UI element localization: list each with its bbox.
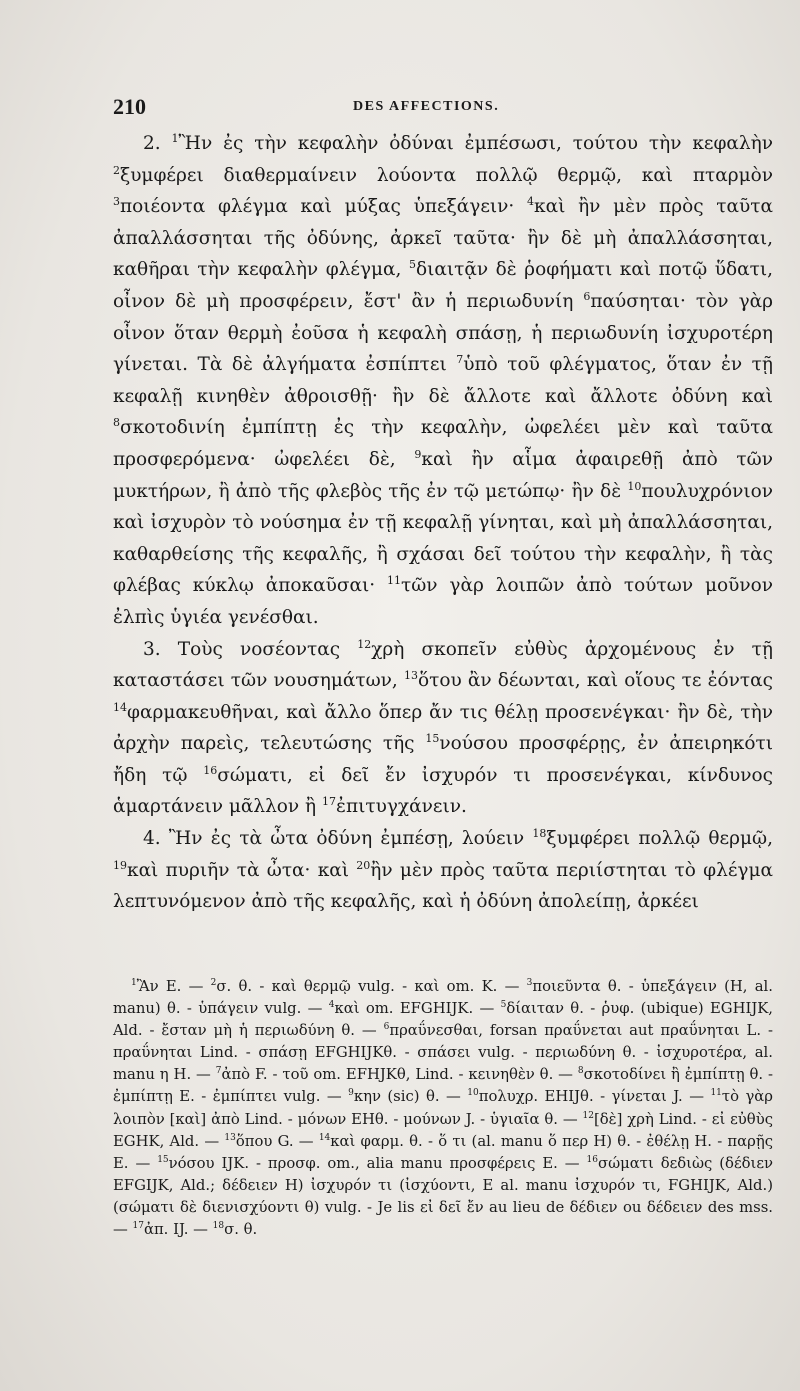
footnote-number: 13 xyxy=(224,1132,236,1143)
footnote-text: κην (sic) θ. — xyxy=(353,1088,468,1106)
section-paragraph xyxy=(113,634,773,824)
footnote-number: 11 xyxy=(710,1088,722,1099)
footnotes xyxy=(113,976,773,1241)
footnote-text: ποιεῦντα θ. - ὑπεξάγειν (H, al. manu) θ. - ὑπάγειν vulg. — xyxy=(113,978,773,1018)
page-header xyxy=(113,94,773,122)
footnote-number: 5 xyxy=(500,1000,507,1011)
footnote-text: δίαιταν θ. - ῥυφ. (ubique) EGHIJK, Ald. - ἔσταν μὴ ἡ περιωδύνη θ. — xyxy=(113,1000,774,1040)
section-paragraph xyxy=(113,128,773,634)
footnote-text: σώματι δεδιὼς (δέδιεν EFGIJK, Ald.; δέδειεν H) ἰσχυρόν τι (ἰσχύοντι, E al. manu ἰσχυρόν τι, FGHIJK, Ald.) (σώματι δὲ διενισχύοντι θ) vulg. - Je lis εἰ δεῖ ἔν au lieu de δέδιεν ou δέδειεν des mss. — xyxy=(113,1154,773,1239)
footnote-number: 3 xyxy=(526,978,533,988)
text-run: Ἢν ἐς τὰ ὦτα ὀδύνη ἐμπέσῃ, λούειν xyxy=(168,828,533,850)
main-text xyxy=(113,128,773,918)
text-run: ἐπιτυγχάνειν. xyxy=(336,796,467,818)
text-run: παύσηται· τὸν γὰρ οἶνον ὅταν θερμὴ ἐοῦσα ἡ κεφαλὴ σπάσῃ, ἡ περιωδυνίη ἰσχυροτέρη γίνεται. Τὰ δὲ ἀλγήματα ἐσπίπτει xyxy=(113,290,774,376)
text-run: νούσου προσφέρῃς, ἐν ἀπειρηκότι ἤδη τῷ xyxy=(113,733,773,786)
text-run: ποιέοντα φλέγμα καὶ μύξας ὑπεξάγειν· xyxy=(120,196,528,218)
footnote-number: 18 xyxy=(212,1221,225,1232)
section-number: 2. xyxy=(143,133,172,154)
text-run: τῶν γὰρ λοιπῶν ἀπὸ τούτων μοῦνον ἐλπὶς ὑγιέα γενέσθαι. xyxy=(113,575,773,628)
footnote-text: καὶ φαρμ. θ. - ὅ τι (al. manu ὅ περ H) θ. - ἐθέλῃ H. - παρῇς E. — xyxy=(113,1132,773,1172)
text-run: καὶ ἢν αἷμα ἀφαιρεθῇ ἀπὸ τῶν μυκτήρων, ἢ ἀπὸ τῆς φλεβὸς τῆς ἐν τῷ μετώπῳ· ἢν δὲ xyxy=(113,448,773,502)
footnote-text: ἀπ. IJ. — xyxy=(143,1221,213,1239)
footnote-number: 1 xyxy=(131,978,137,988)
footnote-number: 12 xyxy=(582,1110,594,1121)
footnote-text: πραΰνεσθαι, forsan πραΰνεται aut πραΰνηται L. - πραΰνηται Lind. - σπάσῃ EFGHIJKθ. - σπάσει vulg. - περιωδύνη θ. - ἰσχυροτέρα, al. manu η H. — xyxy=(113,1022,773,1084)
footnote-text: σ. θ. xyxy=(224,1221,258,1239)
footnote-number: 17 xyxy=(132,1221,144,1232)
footnote-marker: 17 xyxy=(322,795,337,809)
footnote-marker: 3 xyxy=(113,195,120,209)
text-run: διαιτᾷν δὲ ῥοφήματι καὶ ποτῷ ὕδατι, οἶνον δὲ μὴ προσφέρειν, ἔστ' ἂν ἡ περιωδυνίη xyxy=(113,259,773,312)
footnote-text: σ. θ. - καὶ θερμῷ vulg. - καὶ om. K. — xyxy=(216,978,527,995)
text-run: ἢν μὲν πρὸς ταῦτα περιίστηται τὸ φλέγμα λεπτυνόμενον ἀπὸ τῆς κεφαλῆς, καὶ ἡ ὀδύνη ἀπολείπῃ, ἀρκέει xyxy=(113,859,773,913)
footnote-marker: 7 xyxy=(456,353,464,367)
footnote-marker: 15 xyxy=(425,732,440,746)
footnote-text: σκοτοδίνει ἢ ἐμπίπτῃ θ. - ἐμπίπτῃ E. - ἐμπίπτει vulg. — xyxy=(113,1066,773,1106)
footnote-number: 8 xyxy=(577,1066,584,1077)
footnote-text: καὶ om. EFGHIJK. — xyxy=(334,1000,501,1018)
footnote-marker: 8 xyxy=(113,416,120,430)
footnote-number: 6 xyxy=(383,1022,390,1033)
text-run: Τοὺς νοσέοντας xyxy=(177,638,358,660)
footnote-number: 14 xyxy=(318,1132,331,1143)
footnote-marker: 10 xyxy=(627,479,642,493)
text-run: σκοτοδινίη ἐμπίπτῃ ἐς τὴν κεφαλὴν, ὠφελέει μὲν καὶ ταῦτα προσφερόμενα· ὠφελέει δὲ, xyxy=(113,417,773,470)
footnote-marker: 6 xyxy=(583,289,591,303)
text-run: Ἢν ἐς τὴν κεφαλὴν ὀδύναι ἐμπέσωσι, τούτου τὴν κεφαλὴν xyxy=(178,133,773,154)
footnote-paragraph xyxy=(113,976,773,1241)
footnote-marker: 2 xyxy=(113,163,120,177)
footnote-marker: 13 xyxy=(403,669,418,683)
footnote-marker: 9 xyxy=(414,447,422,461)
text-run: χρὴ σκοπεῖν εὐθὺς ἀρχομένους ἐν τῇ καταστάσει τῶν νουσημάτων, xyxy=(113,638,773,692)
footnote-marker: 16 xyxy=(203,763,218,777)
text-run: ὅτου ἂν δέωνται, καὶ οἵους τε ἐόντας xyxy=(417,670,773,692)
footnote-text: ὅπου G. — xyxy=(235,1132,319,1150)
section-number: 3. xyxy=(143,638,178,660)
text-run: καὶ πυριῆν τὰ ὦτα· καὶ xyxy=(127,859,357,881)
footnote-number: 10 xyxy=(467,1088,479,1099)
text-run: φαρμακευθῆναι, καὶ ἄλλο ὅπερ ἄν τις θέλῃ προσενέγκαι· ἢν δὲ, τὴν ἀρχὴν παρεὶς, τελευτώσης τῆς xyxy=(113,701,773,755)
footnote-number: 4 xyxy=(328,1000,335,1011)
footnote-marker: 18 xyxy=(532,827,547,841)
footnote-marker: 19 xyxy=(113,858,127,872)
text-run: καὶ ἢν μὲν πρὸς ταῦτα ἀπαλλάσσηται τῆς ὀδύνης, ἀρκεῖ ταῦτα· ἢν δὲ μὴ ἀπαλλάσσηται, καθῆραι τὴν κεφαλὴν φλέγμα, xyxy=(113,196,773,281)
footnote-text: τὸ γὰρ λοιπὸν [καὶ] ἀπὸ Lind. - μόνων EHθ. - μούνων J. - ὑγιαῖα θ. — xyxy=(113,1088,773,1128)
footnote-number: 9 xyxy=(348,1088,354,1099)
text-run: πουλυχρόνιον καὶ ἰσχυρὸν τὸ νούσημα ἐν τῇ κεφαλῇ γίνηται, καὶ μὴ ἀπαλλάσσηται, καθαρθείσης τῆς κεφαλῆς, ἢ σχάσαι δεῖ τούτου τὴν κεφαλὴν, ἢ τὰς φλέβας κύκλῳ ἀποκαῦσαι· xyxy=(113,480,773,597)
footnote-marker: 20 xyxy=(356,858,371,872)
footnote-text: πολυχρ. EHIJθ. - γίνεται J. — xyxy=(478,1088,711,1106)
footnote-number: 7 xyxy=(215,1066,222,1077)
footnote-number: 16 xyxy=(586,1154,598,1165)
footnote-text: νόσου IJK. - προσφ. om., alia manu προσφέρεις E. — xyxy=(168,1154,587,1172)
footnote-text: Ἂν E. — xyxy=(136,978,211,995)
text-run: ξυμφέρει πολλῷ θερμῷ, xyxy=(546,828,773,850)
footnote-marker: 11 xyxy=(386,574,401,588)
footnote-text: ἀπὸ F. - τοῦ om. EFHJKθ, Lind. - κεινηθὲν θ. — xyxy=(221,1066,578,1084)
text-run: ὑπὸ τοῦ φλέγματος, ὅταν ἐν τῇ κεφαλῇ κινηθὲν ἀθροισθῇ· ἢν δὲ ἄλλοτε καὶ ἄλλοτε ὀδύνη καὶ xyxy=(113,354,774,407)
footnote-number: 2 xyxy=(210,978,217,988)
footnote-marker: 12 xyxy=(357,637,372,651)
text-run: ξυμφέρει διαθερμαίνειν λούοντα πολλῷ θερμῷ, καὶ πταρμὸν xyxy=(120,164,773,186)
footnote-text: [δὲ] χρὴ Lind. - εἰ εὐθὺς EGHK, Ald. — xyxy=(113,1110,773,1150)
section-number: 4. xyxy=(143,828,169,850)
footnote-marker: 1 xyxy=(171,132,179,145)
text-run: σώματι, εἰ δεῖ ἔν ἰσχυρόν τι προσενέγκαι, κίνδυνος ἁμαρτάνειν μᾶλλον ἢ xyxy=(113,764,774,818)
footnote-marker: 14 xyxy=(113,700,127,714)
page-number: 210 xyxy=(113,94,146,119)
footnote-number: 15 xyxy=(157,1154,169,1165)
running-title: DES AFFECTIONS. xyxy=(353,99,500,114)
footnote-marker: 4 xyxy=(527,195,535,209)
footnote-marker: 5 xyxy=(408,258,416,272)
section-paragraph xyxy=(113,823,773,918)
